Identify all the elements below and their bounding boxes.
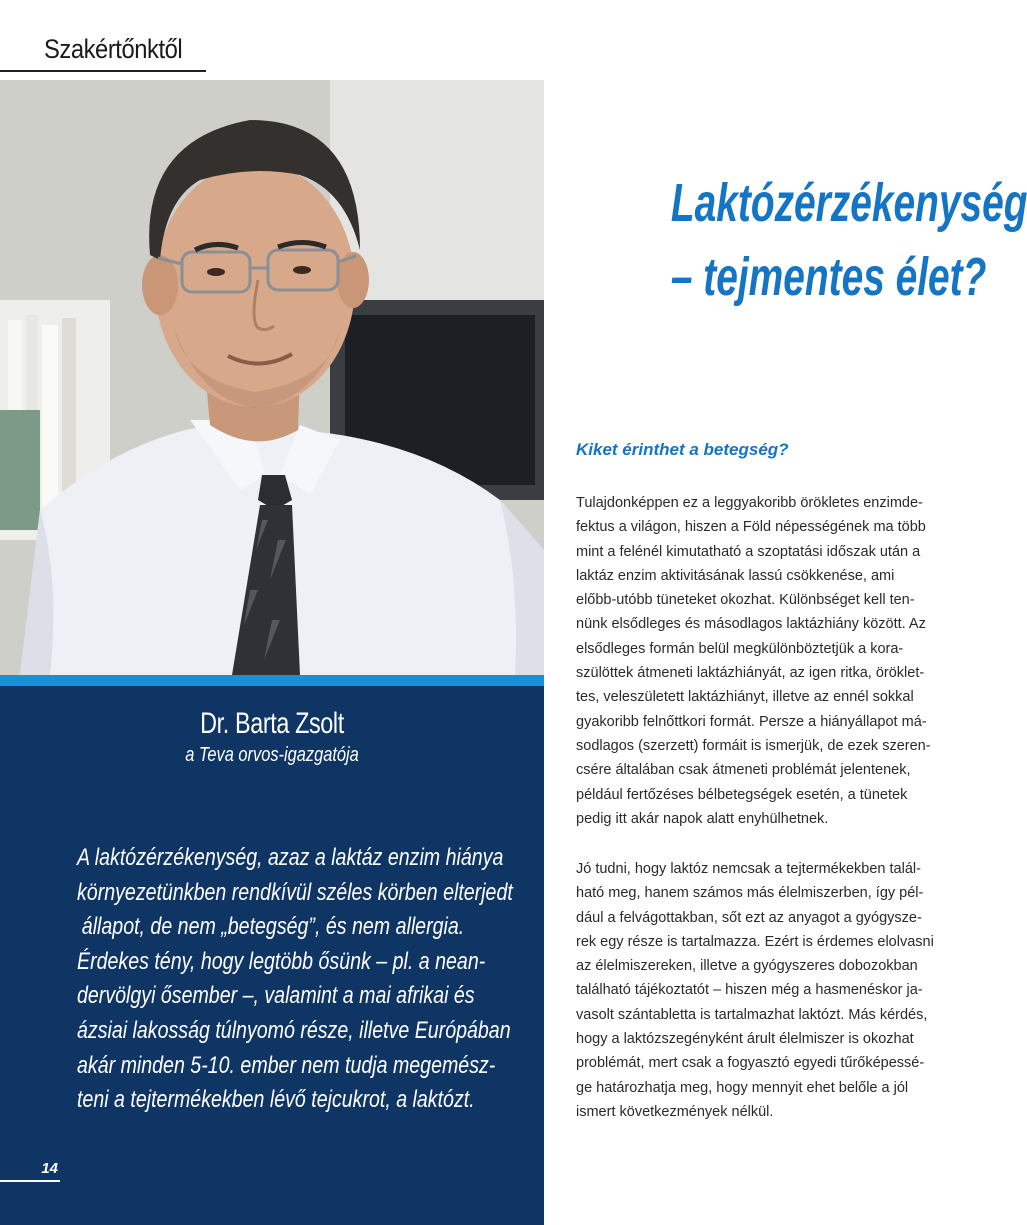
text-line: nünk elsődleges és másodlagos laktázhiány között. Az [576, 616, 926, 633]
section-header [0, 28, 206, 72]
quote-line: környezetünkben rendkívül széles körben elterjedt [77, 878, 513, 906]
page-number-text: 14 [41, 1160, 58, 1177]
text-line: az élelmiszereken, illetve a gyógyszeres dobozokban [576, 958, 918, 975]
quote-panel [0, 675, 544, 1225]
expert-role: a Teva orvos-igazgatója [185, 744, 359, 766]
quote-line: ázsiai lakosság túlnyomó része, illetve Európában [77, 1016, 511, 1044]
pull-quote [28, 841, 518, 1118]
quote-line: A laktózérzékenység, azaz a laktáz enzim hiánya [77, 844, 504, 871]
portrait-illustration [0, 80, 544, 675]
text-line: sodlagos (szerzett) formáit is ismerjük, de ezek szeren- [576, 737, 931, 754]
body-paragraph-1 [576, 491, 960, 831]
quote-line: állapot, de nem „betegség”, és nem allergia. [81, 913, 465, 941]
text-line: ismert következmények nélkül. [576, 1103, 774, 1120]
page-number [0, 1158, 60, 1182]
text-line: Jó tudni, hogy laktóz nemcsak a tejtermékekben talál- [576, 861, 921, 877]
text-line: pedig itt akár napok alatt enyhülhetnek. [576, 810, 829, 827]
section-label: Szakértőnktől [44, 34, 183, 64]
text-line: szülöttek átmeneti laktázhiányát, az igen ritka, öröklet- [576, 665, 925, 682]
text-line: ge határozhatja meg, hogy mennyit ehet belőle a jól [576, 1079, 909, 1096]
text-line: laktáz enzim aktivitásának lassú csökkenése, ami [576, 567, 895, 584]
article-title [560, 166, 1027, 314]
subheading: Kiket érinthet a betegség? [576, 440, 789, 459]
accent-stripe [0, 675, 544, 686]
quote-line: Érdekes tény, hogy legtöbb ősünk – pl. a nean- [77, 947, 486, 975]
text-line: mint a felénél kimutatható a szoptatási időszak után a [576, 543, 921, 560]
expert-name: Dr. Barta Zsolt [200, 707, 344, 740]
quote-line: teni a tejtermékekben lévő tejcukrot, a laktózt. [77, 1086, 475, 1114]
title-line: – tejmentes élet? [670, 247, 987, 307]
text-line: elsődleges formán belül megkülönböztetjük a kora- [576, 640, 904, 657]
text-line: problémát, mert csak a fogyasztó egyedi tűrőképessé- [576, 1055, 925, 1072]
text-line: csére általában csak átmeneti problémát jelentenek, [576, 762, 911, 779]
body-paragraph-2 [576, 857, 960, 1124]
portrait-photo [0, 80, 544, 675]
text-line: vasolt szántabletta is tartalmazhat laktózt. Más kérdés, [576, 1006, 928, 1023]
text-line: tes, veleszületett laktázhiányt, illetve az ennél sokkal [576, 689, 914, 706]
quote-line: akár minden 5-10. ember nem tudja megemész- [77, 1051, 496, 1079]
text-line: például fertőzéses bélbetegségek esetén, a tünetek [576, 786, 908, 803]
text-line: előbb-utóbb tüneteket okozhat. Különbséget kell ten- [576, 592, 915, 609]
text-line: dául a felvágottakban, sőt ezt az anyagot a gyógysze- [576, 909, 922, 926]
quote-line: dervölgyi ősember –, valamint a mai afrikai és [77, 982, 475, 1010]
text-line: ható meg, hanem számos más élelmiszerben, így pél- [576, 885, 924, 902]
text-line: gyakoribb felnőttkori formát. Persze a hiányállapot má- [576, 713, 927, 730]
text-line: rek egy része is tartalmazza. Ezért is érdemes elolvasni [576, 933, 934, 950]
text-line: fektus a világon, hiszen a Föld népességének ma több [576, 519, 926, 536]
title-line: Laktózérzékenység [670, 173, 1027, 233]
text-line: található tájékoztatót – hiszen még a hasmenéskor ja- [576, 982, 923, 999]
text-line: Tulajdonképpen ez a leggyakoribb örökletes enzimde- [576, 495, 923, 511]
text-line: hogy a laktózszegényként árult élelmiszer is okozhat [576, 1031, 914, 1048]
